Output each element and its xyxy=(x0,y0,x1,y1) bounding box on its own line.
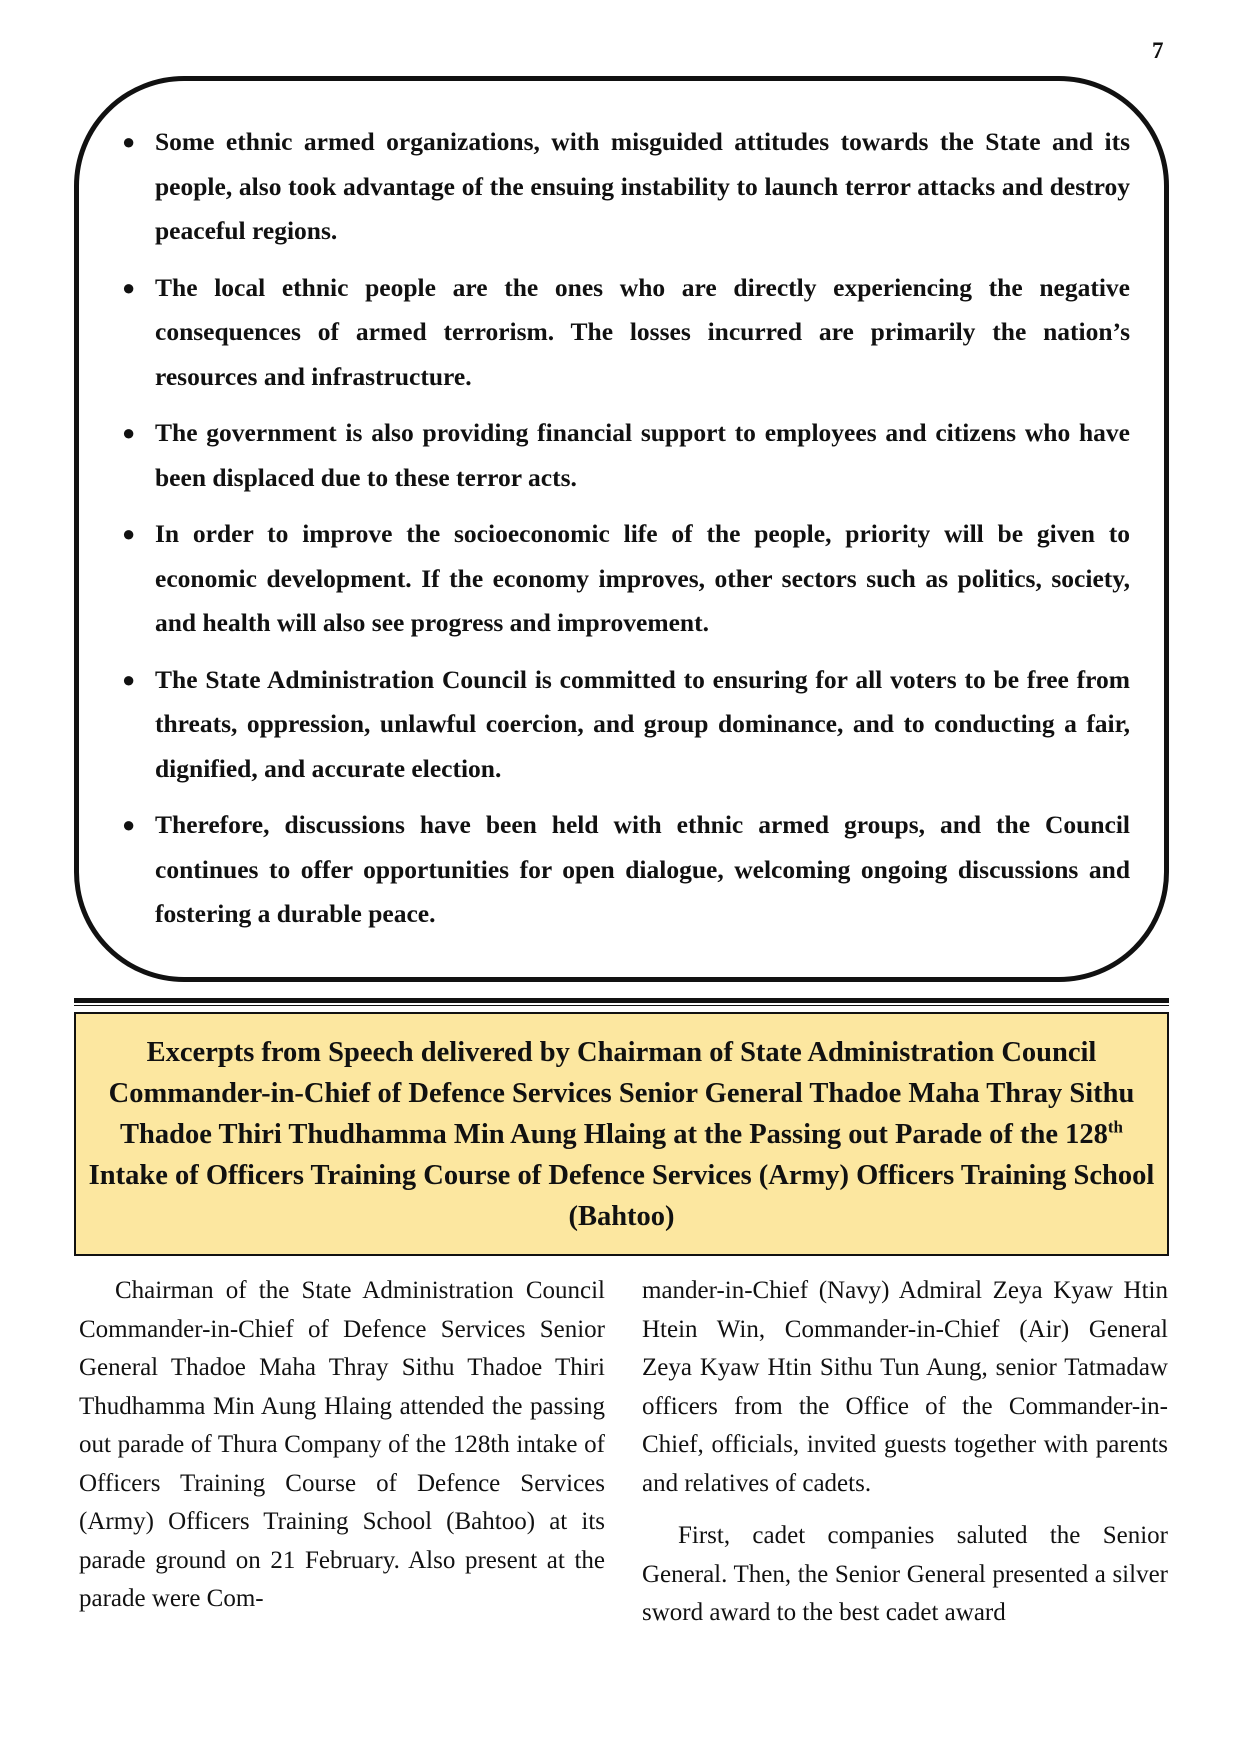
article-column-left xyxy=(79,1272,605,1633)
article-headline xyxy=(87,1032,1157,1237)
bullet-icon: ● xyxy=(122,420,136,445)
headline-superscript: th xyxy=(1107,1117,1124,1136)
section-divider xyxy=(74,998,1169,1003)
headline-box xyxy=(74,1012,1169,1256)
bullet-item xyxy=(118,120,1130,254)
bullet-text: The State Administration Council is committed to ensuring for all voters to be free from threats, oppression, unlawful coercion, and group dominance, and to conducting a fair, dignified, and accurate election. xyxy=(155,664,1130,783)
article-paragraph: Chairman of the State Administration Council Commander-in-Chief of Defence Services Senior General Thadoe Maha Thray Sithu Thadoe Thiri Thudhamma Min Aung Hlaing attended the passing out parade of Thura Company of the 128th intake of Officers Training Course of Defence Services (Army) Officers Training School (Bahtoo) at its parade ground on 21 February. Also present at the parade were Com- xyxy=(79,1277,605,1612)
bullet-icon: ● xyxy=(122,812,136,837)
bullet-text: The local ethnic people are the ones who are directly experiencing the negative consequences of armed terrorism. The losses incurred are primarily the nation’s resources and infrastructure. xyxy=(155,272,1130,391)
bullet-item xyxy=(118,266,1130,400)
bullet-list xyxy=(118,120,1130,949)
article-paragraph: First, cadet companies saluted the Senior General. Then, the Senior General presented a silver sword award to the best cadet award xyxy=(642,1522,1168,1626)
section-divider-thin xyxy=(74,1005,1169,1006)
bullet-text: Some ethnic armed organizations, with misguided attitudes towards the State and its people, also took advantage of the ensuing instability to launch terror attacks and destroy peaceful regions. xyxy=(155,127,1130,245)
bullet-item xyxy=(118,658,1130,792)
headline-text-1: Excerpts from Speech delivered by Chairman of State Administration Council Commander-in-Chief of Defence Services Senior General Thadoe Maha Thray Sithu Thadoe Thiri Thudhamma Min Aung Hlaing at the Passing out Parade of the 128 xyxy=(108,1036,1135,1150)
article-column-right xyxy=(642,1272,1168,1647)
bullet-item xyxy=(118,512,1130,646)
headline-text-2: Intake of Officers Training Course of Defence Services (Army) Officers Training School (Bahtoo) xyxy=(88,1159,1155,1232)
article-paragraph-continued: mander-in-Chief (Navy) Admiral Zeya Kyaw Htin Htein Win, Commander-in-Chief (Air) General Zeya Kyaw Htin Sithu Tun Aung, senior Tatmadaw officers from the Office of the Commander-in-Chief, officials, invited guests together with parents and relatives of cadets. xyxy=(642,1277,1168,1497)
bullet-icon: ● xyxy=(122,129,136,154)
page-number: 7 xyxy=(1152,38,1164,63)
bullet-item xyxy=(118,803,1130,937)
bullet-text: The government is also providing financial support to employees and citizens who have been displaced due to these terror acts. xyxy=(155,418,1130,492)
bullet-icon: ● xyxy=(122,274,136,300)
bullet-text: Therefore, discussions have been held with ethnic armed groups, and the Council continues to offer opportunities for open dialogue, welcoming ongoing discussions and fostering a durable peace. xyxy=(155,810,1130,928)
bullet-icon: ● xyxy=(122,521,136,546)
bullet-text: In order to improve the socioeconomic life of the people, priority will be given to economic development. If the economy improves, other sectors such as politics, society, and health will also see progress and improvement. xyxy=(155,519,1130,637)
bullet-icon: ● xyxy=(122,666,136,692)
bullet-item xyxy=(118,411,1130,500)
